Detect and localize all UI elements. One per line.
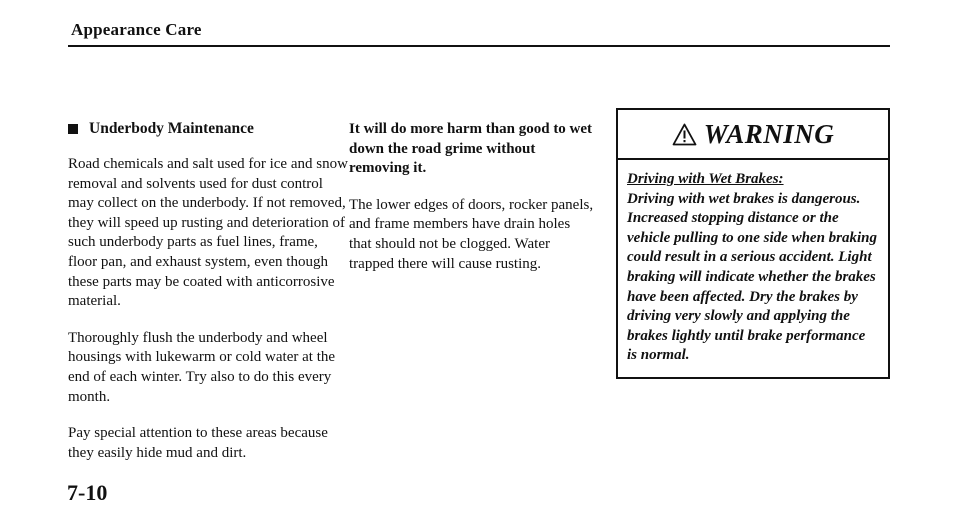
warning-subheading: Driving with Wet Brakes: <box>627 171 784 187</box>
warning-header <box>618 110 888 160</box>
underbody-heading-text: Underbody Maintenance <box>89 120 254 137</box>
warning-title: WARNING <box>703 118 835 149</box>
underbody-heading <box>68 120 348 138</box>
warning-triangle-icon <box>672 123 697 146</box>
drain-holes-paragraph: The lower edges of doors, rocker panels, and frame members have drain holes that should not be clogged. Water trapped there will cause rusting. <box>349 196 594 272</box>
grime-warning-paragraph: It will do more harm than good to wet down the road grime without removing it. <box>349 121 593 177</box>
warning-text: Driving with wet brakes is dangerous. Increased stopping distance or the vehicle pulling to one side when braking could result in a serious accident. Light braking will indicate whether the brakes have been affected. Dry the brakes by driving very slowly and applying the brakes lightly until brake performance is normal. <box>627 190 878 364</box>
underbody-paragraph-2: Thoroughly flush the underbody and wheel housings with lukewarm or cold water at the end of each winter. Try also to do this every month. <box>68 329 336 405</box>
page-header-title: Appearance Care <box>71 20 202 39</box>
warning-box <box>616 108 890 379</box>
underbody-column <box>68 120 348 480</box>
header-divider <box>68 45 890 47</box>
underbody-paragraph-1: Road chemicals and salt used for ice and snow removal and solvents used for dust control may collect on the underbody. If not removed, they will speed up rusting and deterioration of such underbody parts as fuel lines, frame, floor pan, and exhaust system, even though these parts may be coated with anticorrosive material. <box>68 156 348 310</box>
drain-holes-column <box>349 120 594 291</box>
page-number: 7-10 <box>67 480 108 505</box>
warning-body <box>618 160 888 366</box>
underbody-paragraph-3: Pay special attention to these areas because they easily hide mud and dirt. <box>68 425 328 461</box>
bullet-square-icon <box>68 124 78 134</box>
